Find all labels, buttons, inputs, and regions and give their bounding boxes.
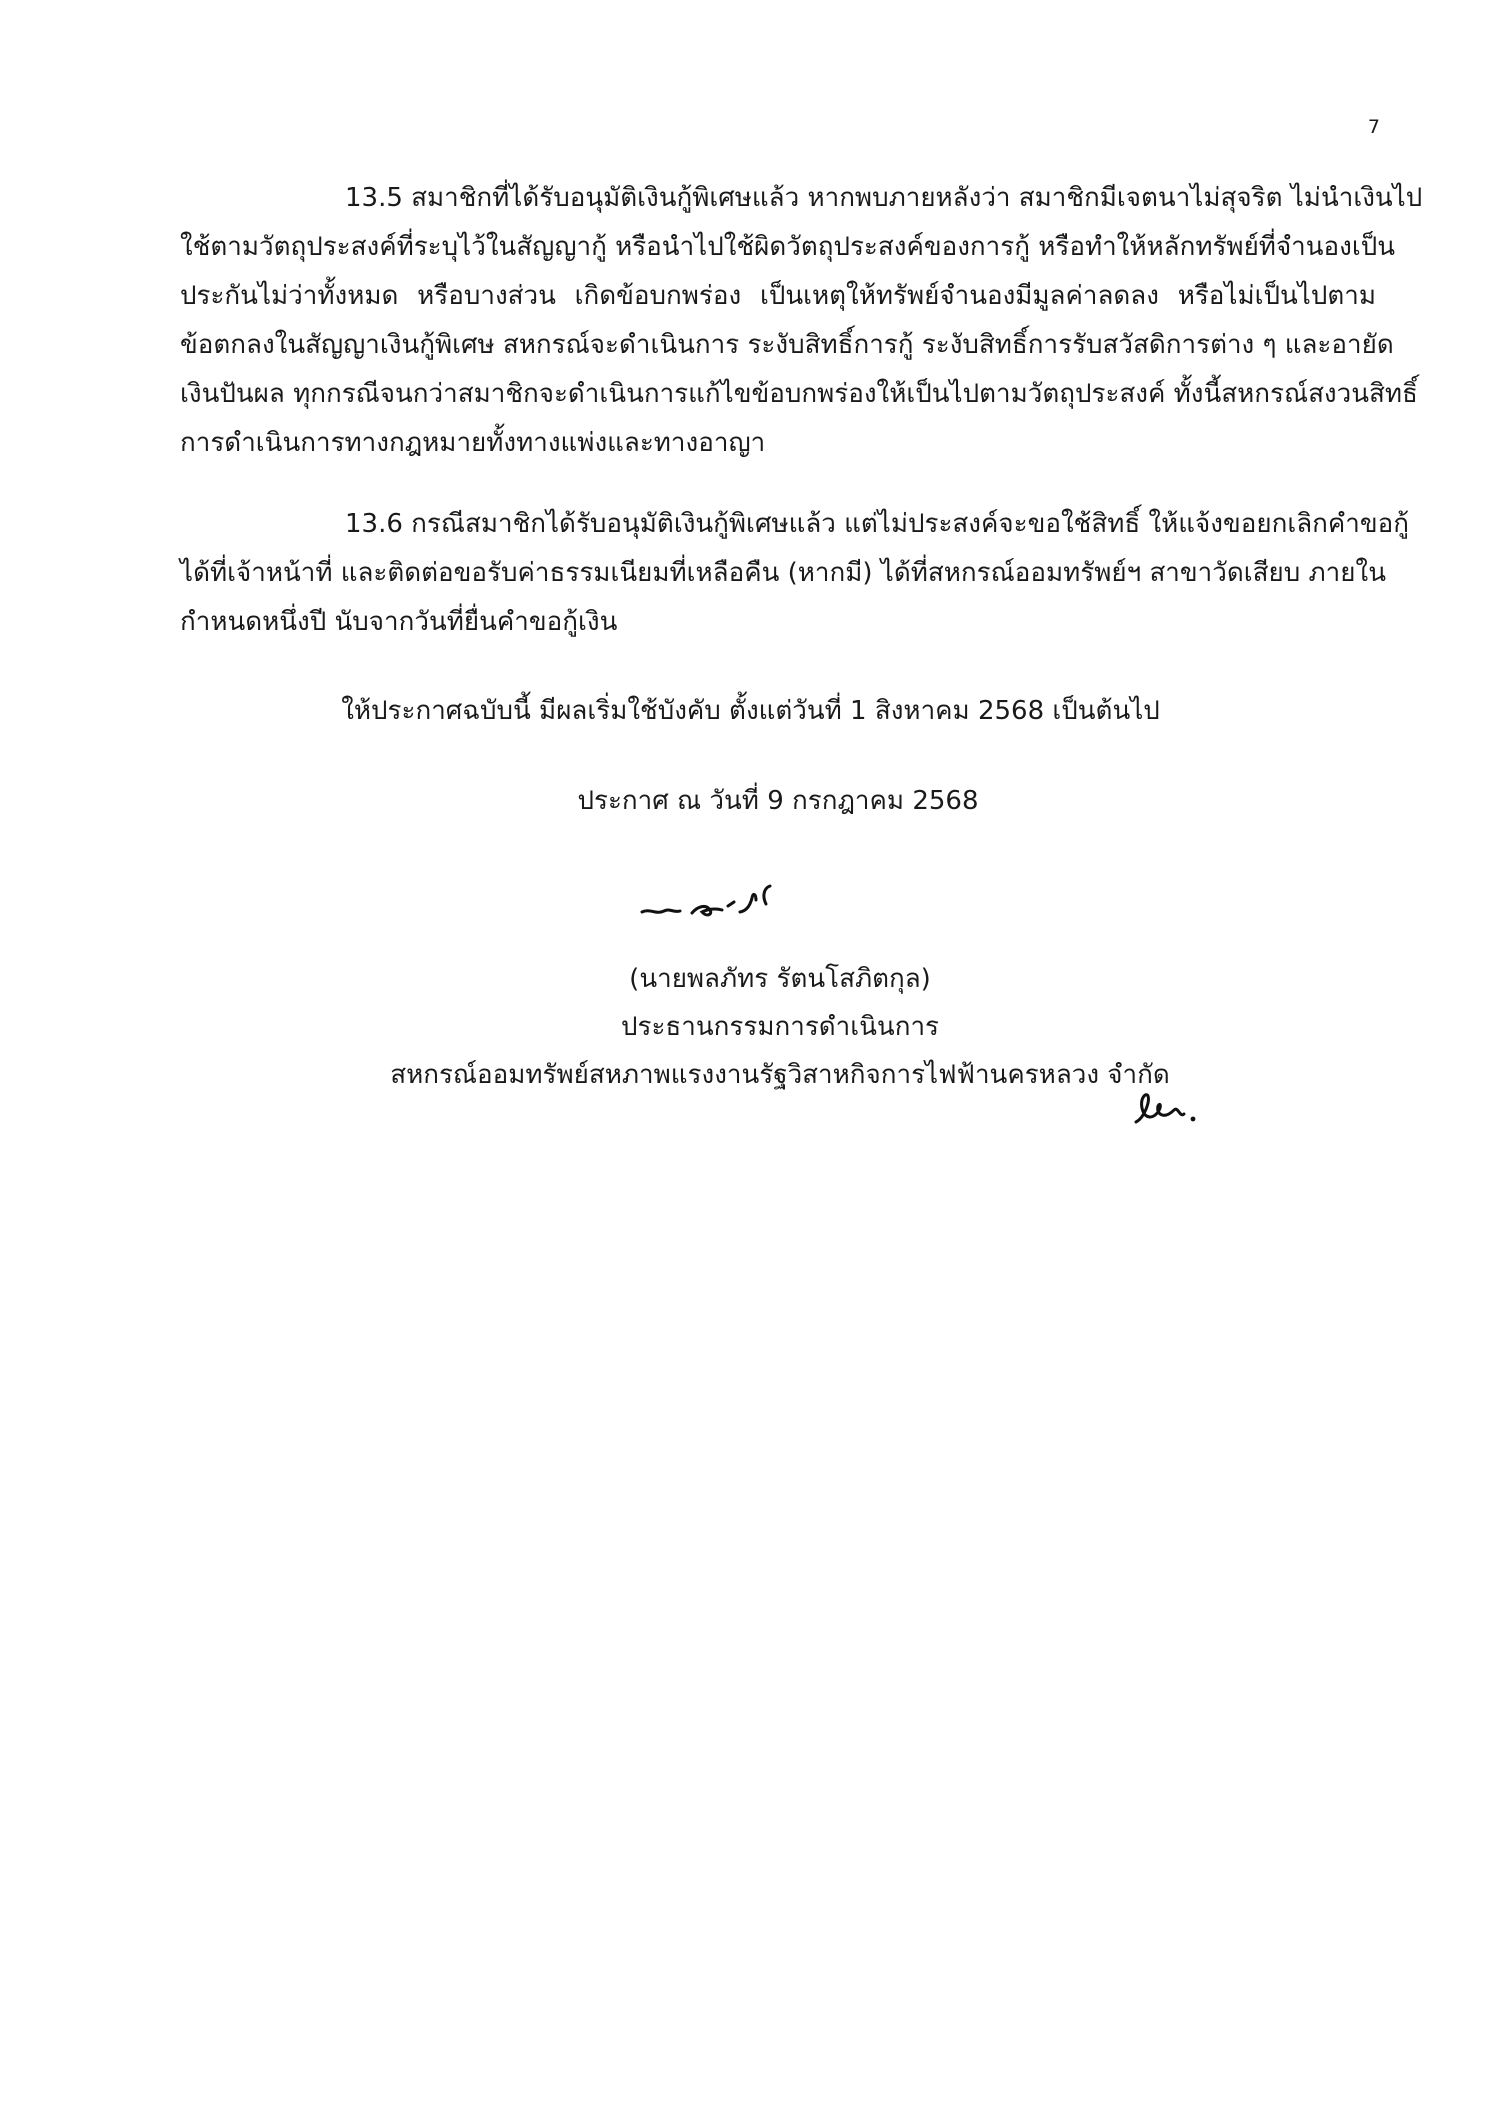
clause-13-5-line: การดำเนินการทางกฎหมายทั้งทางแพ่งและทางอาญา bbox=[180, 428, 766, 458]
announcement-date: ประกาศ ณ วันที่ 9 กรกฎาคม 2568 bbox=[577, 786, 979, 816]
clause-13-5-paragraph bbox=[180, 174, 1423, 468]
initials-mark bbox=[1130, 1088, 1200, 1128]
organization-name: สหกรณ์ออมทรัพย์สหภาพแรงงานรัฐวิสาหกิจการไฟฟ้านครหลวง จำกัด bbox=[390, 1060, 1170, 1090]
clause-13-5-line: 13.5 สมาชิกที่ได้รับอนุมัติเงินกู้พิเศษแล้ว หากพบภายหลังว่า สมาชิกมีเจตนาไม่สุจริต ไม่นำเงินไป bbox=[345, 183, 1423, 213]
clause-13-5-line: ประกันไม่ว่าทั้งหมด หรือบางส่วน เกิดข้อบกพร่อง เป็นเหตุให้ทรัพย์จำนองมีมูลค่าลดลง หรือไม่เป็นไปตาม bbox=[180, 281, 1376, 311]
page-number: 7 bbox=[1367, 116, 1380, 138]
clause-13-5-line: เงินปันผล ทุกกรณีจนกว่าสมาชิกจะดำเนินการแก้ไขข้อบกพร่องให้เป็นไปตามวัตถุประสงค์ ทั้งนี้สหกรณ์สงวนสิทธิ์ bbox=[180, 379, 1418, 409]
clause-13-5-line: ใช้ตามวัตถุประสงค์ที่ระบุไว้ในสัญญากู้ หรือนำไปใช้ผิดวัตถุประสงค์ของการกู้ หรือทำให้หลักทรัพย์ที่จำนองเป็น bbox=[180, 232, 1396, 262]
clause-13-6-line: 13.6 กรณีสมาชิกได้รับอนุมัติเงินกู้พิเศษแล้ว แต่ไม่ประสงค์จะขอใช้สิทธิ์ ให้แจ้งขอยกเลิกคำขอกู้ bbox=[345, 509, 1410, 539]
signatory-name: (นายพลภัทร รัตนโสภิตกุล) bbox=[629, 964, 931, 994]
clause-13-6-paragraph bbox=[180, 500, 1410, 647]
clause-13-6-line: ได้ที่เจ้าหน้าที่ และติดต่อขอรับค่าธรรมเนียมที่เหลือคืน (หากมี) ได้ที่สหกรณ์ออมทรัพย์ฯ สาขาวัดเสียบ ภายใน bbox=[180, 558, 1386, 588]
signature-image bbox=[640, 882, 790, 926]
effective-date-statement: ให้ประกาศฉบับนี้ มีผลเริ่มใช้บังคับ ตั้งแต่วันที่ 1 สิงหาคม 2568 เป็นต้นไป bbox=[341, 696, 1160, 726]
clause-13-5-line: ข้อตกลงในสัญญาเงินกู้พิเศษ สหกรณ์จะดำเนินการ ระงับสิทธิ์การกู้ ระงับสิทธิ์การรับสวัสดิการต่าง ๆ และอายัด bbox=[180, 330, 1394, 360]
signatory-position: ประธานกรรมการดำเนินการ bbox=[620, 1012, 940, 1042]
signature-block bbox=[380, 955, 1180, 1099]
clause-13-6-line: กำหนดหนึ่งปี นับจากวันที่ยื่นคำขอกู้เงิน bbox=[180, 607, 618, 637]
